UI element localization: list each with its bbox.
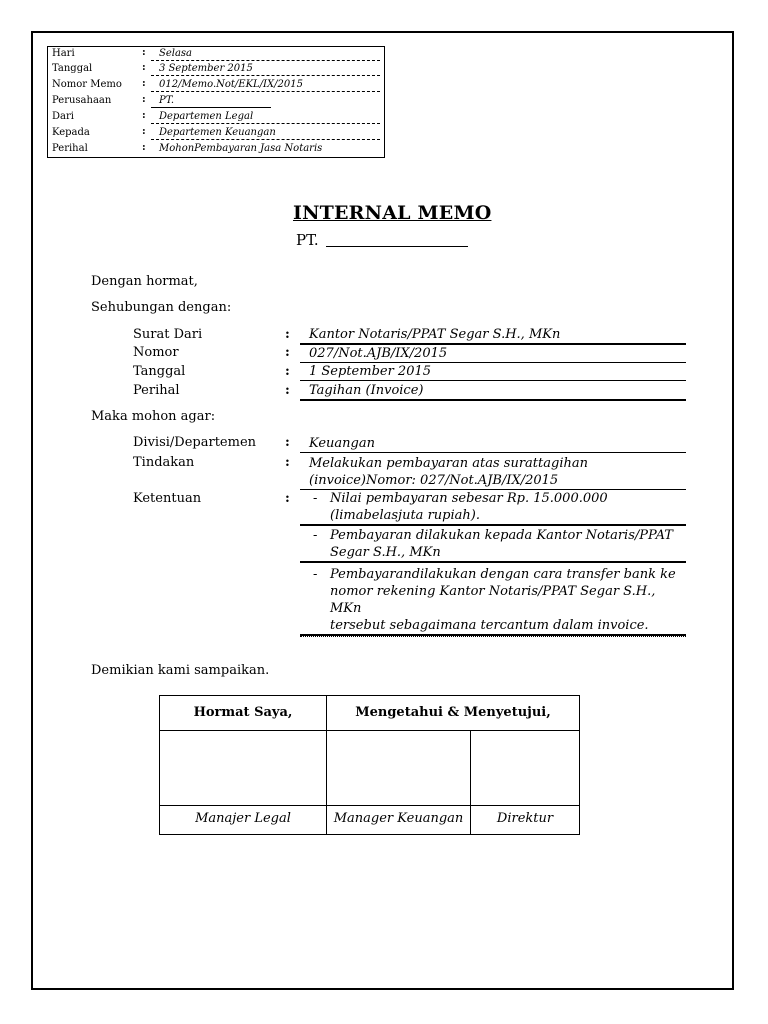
header-row-nomor-memo (48, 78, 384, 93)
company-blank-line (326, 246, 468, 247)
tindakan-line: (invoice)Nomor: 027/Not.AJB/IX/2015 (309, 473, 559, 488)
ref-colon: : (285, 345, 290, 360)
sig-row-divider (160, 805, 579, 806)
ketentuan-item (300, 566, 686, 636)
ketentuan-line: nomor rekening Kantor Notaris/PPAT Segar S.H., MKn (330, 584, 656, 616)
company-name: PT. (296, 231, 319, 249)
req-colon: : (285, 491, 290, 506)
sig-role-direktur: Direktur (496, 811, 554, 826)
ref-value-perihal: Tagihan (Invoice) (300, 382, 686, 401)
ref-colon: : (285, 364, 290, 379)
ref-label-tanggal: Tanggal (133, 364, 186, 379)
header-label: Nomor Memo (52, 79, 122, 90)
ref-colon: : (285, 383, 290, 398)
ketentuan-item (300, 527, 686, 563)
memo-header-box (47, 46, 385, 158)
header-label: Tanggal (52, 63, 93, 74)
sig-head-right: Mengetahui & Menyetujui, (355, 705, 551, 720)
header-label: Perusahaan (52, 95, 112, 106)
req-value-divisi: Keuangan (300, 435, 686, 453)
header-label: Kepada (52, 127, 90, 138)
header-colon: : (142, 62, 146, 73)
ref-value-surat-dari: Kantor Notaris/PPAT Segar S.H., MKn (300, 326, 686, 345)
ketentuan-line: Segar S.H., MKn (330, 545, 441, 560)
bullet-dash: - (313, 528, 318, 543)
ref-colon: : (285, 327, 290, 342)
req-label-ketentuan: Ketentuan (133, 491, 202, 506)
signature-table (159, 695, 580, 835)
ketentuan-line: (limabelasjuta rupiah). (330, 508, 480, 523)
header-colon: : (142, 110, 146, 121)
bullet-dash: - (313, 567, 318, 582)
memo-title: INTERNAL MEMO (293, 202, 492, 224)
sig-role-legal: Manajer Legal (195, 811, 291, 826)
ketentuan-item (300, 490, 686, 526)
ref-value-nomor: 027/Not.AJB/IX/2015 (300, 345, 686, 363)
header-colon: : (142, 94, 146, 105)
ref-label-nomor: Nomor (133, 345, 179, 360)
ketentuan-line: Nilai pembayaran sebesar Rp. 15.000.000 (330, 491, 608, 506)
header-row-hari (48, 47, 384, 62)
header-label: Perihal (52, 143, 88, 154)
sig-row-divider (160, 730, 579, 731)
req-label-tindakan: Tindakan (133, 455, 195, 470)
ketentuan-line: Pembayaran dilakukan kepada Kantor Notaris/PPAT (330, 528, 673, 543)
header-value: Departemen Keuangan (151, 127, 380, 140)
header-row-kepada (48, 126, 384, 141)
header-value: 3 September 2015 (151, 63, 380, 76)
ketentuan-line: Pembayarandilakukan dengan cara transfer bank ke (330, 567, 676, 582)
header-value: PT. (151, 95, 271, 108)
dotted-divider (300, 636, 686, 637)
closing-text: Demikian kami sampaikan. (91, 663, 270, 678)
sig-role-keuangan: Manager Keuangan (333, 811, 464, 826)
header-row-dari (48, 110, 384, 125)
header-label: Dari (52, 111, 74, 122)
header-colon: : (142, 47, 146, 58)
tindakan-line: Melakukan pembayaran atas surattagihan (309, 456, 588, 471)
ref-value-tanggal: 1 September 2015 (300, 363, 686, 381)
greeting: Dengan hormat, (91, 274, 198, 289)
ketentuan-line: tersebut sebagaimana tercantum dalam invoice. (330, 618, 649, 633)
ref-label-surat-dari: Surat Dari (133, 327, 203, 342)
req-colon: : (285, 455, 290, 470)
header-value: MohonPembayaran Jasa Notaris (159, 143, 323, 154)
req-label-divisi: Divisi/Departemen (133, 435, 257, 450)
header-value: 012/Memo.Not/EKL/IX/2015 (151, 79, 380, 92)
req-colon: : (285, 435, 290, 450)
req-value-tindakan (300, 455, 686, 490)
header-colon: : (142, 126, 146, 137)
intro-text: Sehubungan dengan: (91, 300, 232, 315)
header-row-tanggal (48, 62, 384, 77)
bullet-dash: - (313, 491, 318, 506)
request-intro: Maka mohon agar: (91, 409, 216, 424)
sig-head-left: Hormat Saya, (193, 705, 293, 720)
header-label: Hari (52, 48, 75, 59)
header-value: Departemen Legal (151, 111, 380, 124)
ref-label-perihal: Perihal (133, 383, 180, 398)
header-colon: : (142, 78, 146, 89)
header-colon: : (142, 142, 146, 153)
header-value: Selasa (151, 48, 380, 61)
header-row-perusahaan (48, 94, 384, 109)
header-row-perihal (48, 142, 384, 157)
